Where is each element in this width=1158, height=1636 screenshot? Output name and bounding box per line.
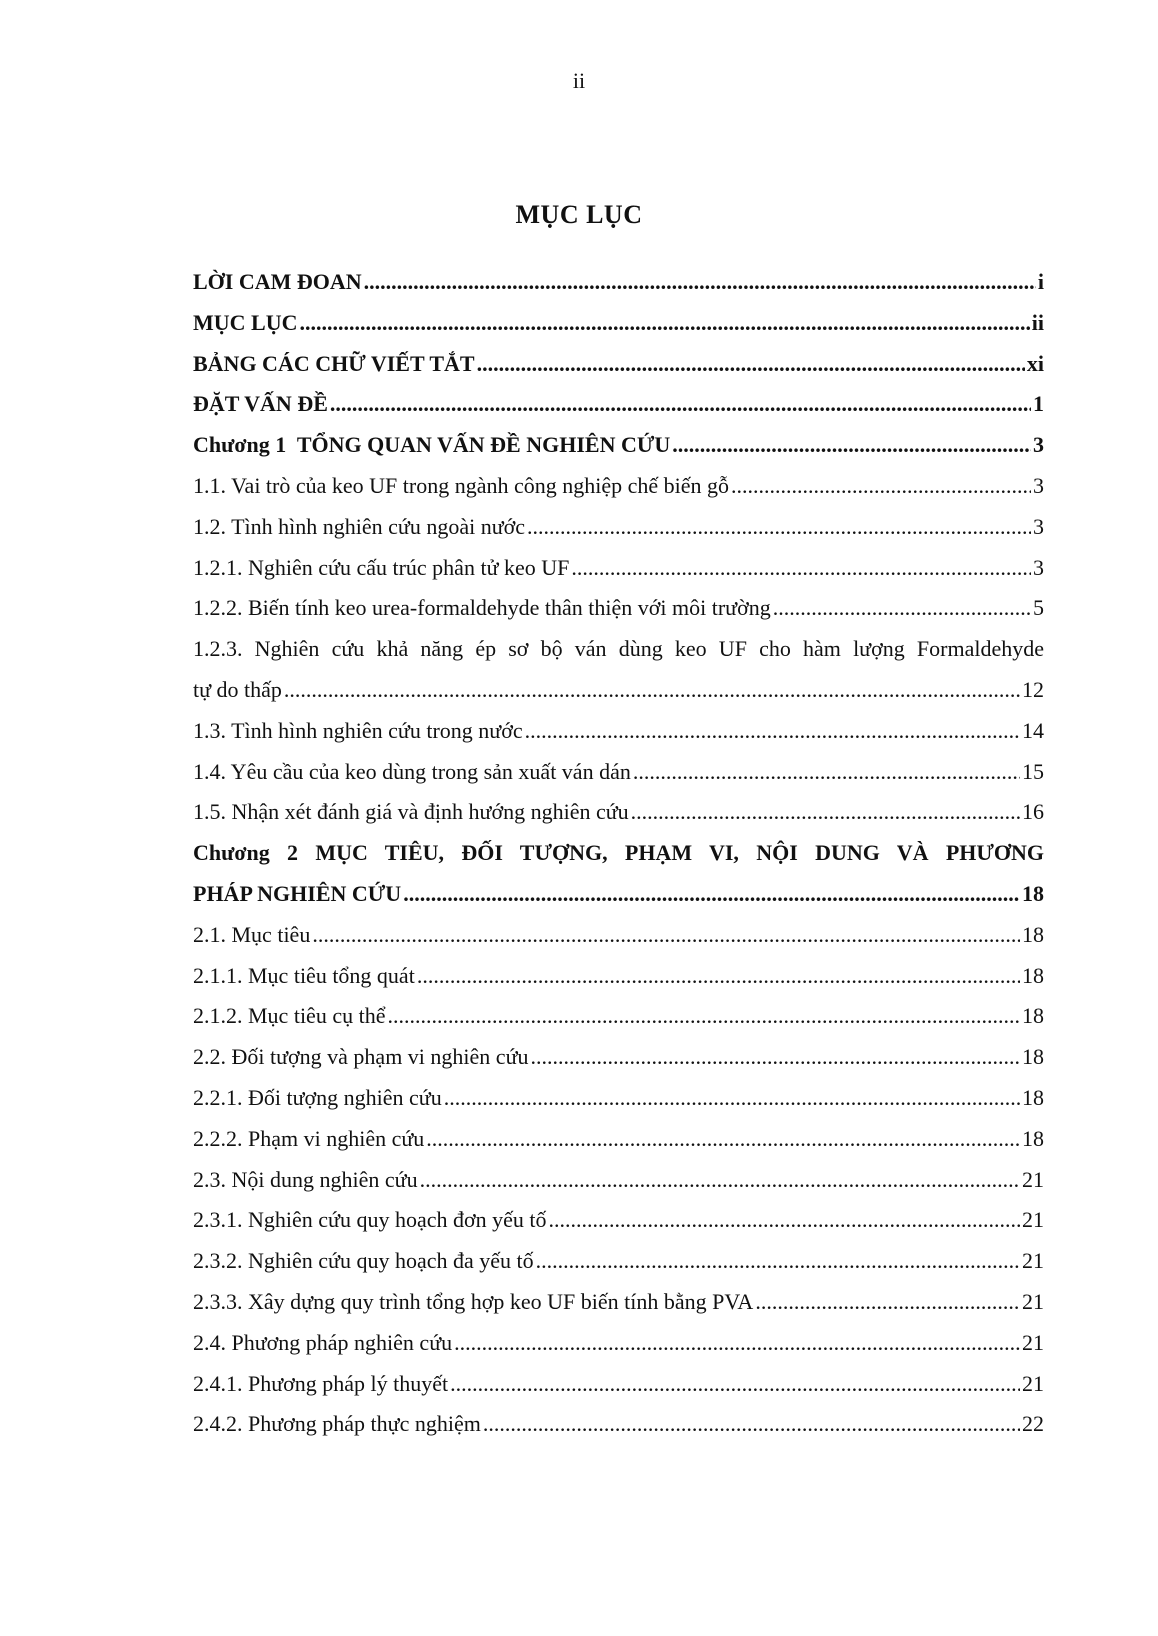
toc-entry-text: 2.1.2. Mục tiêu cụ thể bbox=[193, 1003, 386, 1029]
toc-entry-dat-van-de[interactable] bbox=[193, 384, 1044, 425]
dot-leader bbox=[403, 874, 1020, 915]
dot-leader bbox=[420, 1160, 1020, 1201]
toc-entry-bang-chu-viet-tat[interactable] bbox=[193, 344, 1044, 385]
dot-leader bbox=[417, 956, 1020, 997]
toc-entry-text: 1.3. Tình hình nghiên cứu trong nước bbox=[193, 717, 523, 743]
toc-entry-1-2-1[interactable] bbox=[193, 548, 1044, 589]
toc-entry-text-line1: Chương 2 MỤC TIÊU, ĐỐI TƯỢNG, PHẠM VI, NỘI DUNG VÀ PHƯƠNG bbox=[193, 840, 1044, 866]
page-title: MỤC LỤC bbox=[515, 200, 643, 229]
toc-entry-1-3[interactable] bbox=[193, 711, 1044, 752]
dot-leader bbox=[633, 752, 1020, 793]
toc-entry-text: 2.4. Phương pháp nghiên cứu bbox=[193, 1329, 453, 1355]
toc-entry-text: 2.1.1. Mục tiêu tổng quát bbox=[193, 962, 415, 988]
toc-entry-text: MỤC LỤC bbox=[193, 309, 298, 335]
toc-entry-text: 2.4.1. Phương pháp lý thuyết bbox=[193, 1370, 449, 1396]
dot-leader bbox=[773, 588, 1031, 629]
toc-entry-2-4-1[interactable] bbox=[193, 1364, 1044, 1405]
dot-leader bbox=[571, 548, 1031, 589]
toc-entry-text: 1.2.1. Nghiên cứu cấu trúc phân tử keo UF bbox=[193, 554, 570, 580]
toc-entry-2-3-2[interactable] bbox=[193, 1241, 1044, 1282]
dot-leader bbox=[527, 507, 1031, 548]
toc-entry-page: 16 bbox=[1022, 799, 1044, 825]
dot-leader bbox=[426, 1119, 1020, 1160]
toc-entry-2-3-3[interactable] bbox=[193, 1282, 1044, 1323]
toc-entry-text: 2.1. Mục tiêu bbox=[193, 921, 311, 947]
dot-leader bbox=[312, 915, 1020, 956]
toc-entry-page: 21 bbox=[1022, 1166, 1044, 1192]
toc-entry-text: LỜI CAM ĐOAN bbox=[193, 269, 362, 294]
toc-entry-page: 3 bbox=[1033, 513, 1044, 539]
toc-entry-2-1[interactable] bbox=[193, 915, 1044, 956]
toc-entry-page: 21 bbox=[1022, 1370, 1044, 1396]
toc-entry-page: 21 bbox=[1022, 1248, 1044, 1274]
toc-entry-2-2[interactable] bbox=[193, 1037, 1044, 1078]
toc-entry-page: 21 bbox=[1022, 1329, 1044, 1355]
toc-entry-page: 5 bbox=[1033, 595, 1044, 621]
toc-entry-2-3-1[interactable] bbox=[193, 1200, 1044, 1241]
dot-leader bbox=[755, 1282, 1020, 1323]
toc-entry-page: 18 bbox=[1022, 921, 1044, 947]
toc-entry-page: 18 bbox=[1022, 880, 1044, 906]
toc-entry-2-1-1[interactable] bbox=[193, 956, 1044, 997]
toc-entry-1-2-2[interactable] bbox=[193, 588, 1044, 629]
dot-leader bbox=[525, 711, 1020, 752]
toc-entry-text: 2.3.3. Xây dựng quy trình tổng hợp keo UF biến tính bằng PVA bbox=[193, 1288, 754, 1314]
toc-entry-2-2-2[interactable] bbox=[193, 1119, 1044, 1160]
dot-leader bbox=[631, 792, 1020, 833]
dot-leader bbox=[477, 344, 1025, 385]
toc-entry-page: 1 bbox=[1033, 391, 1044, 417]
toc-entry-text: 2.3.1. Nghiên cứu quy hoạch đơn yếu tố bbox=[193, 1207, 547, 1233]
toc-entry-text: 1.5. Nhận xét đánh giá và định hướng nghiên cứu bbox=[193, 799, 629, 825]
toc-entry-1-2[interactable] bbox=[193, 507, 1044, 548]
dot-leader bbox=[387, 996, 1020, 1037]
toc-entry-2-3[interactable] bbox=[193, 1160, 1044, 1201]
toc-entry-text: 1.1. Vai trò của keo UF trong ngành công nghiệp chế biến gỗ bbox=[193, 472, 730, 498]
toc-entry-page: 3 bbox=[1033, 432, 1044, 458]
toc-entry-text: 2.3. Nội dung nghiên cứu bbox=[193, 1166, 418, 1192]
toc-entry-page: 18 bbox=[1022, 1003, 1044, 1029]
page-number: ii bbox=[572, 68, 586, 93]
toc-entry-page: xi bbox=[1026, 350, 1044, 376]
toc-entry-2-1-2[interactable] bbox=[193, 996, 1044, 1037]
toc-entry-page: i bbox=[1037, 269, 1044, 294]
toc-entry-text: ĐẶT VẤN ĐỀ bbox=[193, 391, 328, 417]
toc-entry-page: 18 bbox=[1022, 962, 1044, 988]
toc-entry-text: 2.2. Đối tượng và phạm vi nghiên cứu bbox=[193, 1044, 529, 1070]
dot-leader bbox=[454, 1323, 1020, 1364]
toc-entry-page: 21 bbox=[1022, 1207, 1044, 1233]
toc-entry-1-1[interactable] bbox=[193, 466, 1044, 507]
toc-entry-text: 2.2.1. Đối tượng nghiên cứu bbox=[193, 1084, 442, 1110]
toc-entry-page: 21 bbox=[1022, 1288, 1044, 1314]
toc-entry-2-4-2[interactable] bbox=[193, 1404, 1044, 1445]
toc-entry-page: 18 bbox=[1022, 1044, 1044, 1070]
toc-entry-page: 12 bbox=[1022, 676, 1044, 702]
toc-entry-page: 18 bbox=[1022, 1125, 1044, 1151]
toc-entry-loi-cam-doan[interactable] bbox=[193, 262, 1044, 303]
toc-entry-text: 1.2. Tình hình nghiên cứu ngoài nước bbox=[193, 513, 526, 539]
dot-leader bbox=[531, 1037, 1021, 1078]
dot-leader bbox=[284, 670, 1020, 711]
toc-entry-chuong-2[interactable] bbox=[193, 833, 1044, 915]
toc-entry-text: Chương 1 TỔNG QUAN VẤN ĐỀ NGHIÊN CỨU bbox=[193, 432, 671, 458]
toc-entry-text-line2: PHÁP NGHIÊN CỨU bbox=[193, 880, 402, 906]
dot-leader bbox=[483, 1404, 1020, 1445]
dot-leader bbox=[549, 1200, 1021, 1241]
toc-entry-2-2-1[interactable] bbox=[193, 1078, 1044, 1119]
toc-entry-2-4[interactable] bbox=[193, 1323, 1044, 1364]
dot-leader bbox=[672, 425, 1031, 466]
toc-entry-text-line2: tự do thấp bbox=[193, 676, 282, 702]
toc-entry-page: 3 bbox=[1033, 554, 1044, 580]
toc-entry-page: 18 bbox=[1022, 1084, 1044, 1110]
toc-entry-page: 15 bbox=[1022, 758, 1044, 784]
table-of-contents bbox=[193, 262, 1044, 1445]
toc-entry-1-4[interactable] bbox=[193, 752, 1044, 793]
dot-leader bbox=[731, 466, 1031, 507]
toc-entry-page: 3 bbox=[1033, 472, 1044, 498]
dot-leader bbox=[300, 303, 1030, 344]
toc-entry-1-5[interactable] bbox=[193, 792, 1044, 833]
dot-leader bbox=[450, 1364, 1020, 1405]
toc-entry-1-2-3[interactable] bbox=[193, 629, 1044, 711]
dot-leader bbox=[330, 384, 1031, 425]
toc-entry-page: 14 bbox=[1022, 717, 1044, 743]
toc-entry-text: 2.3.2. Nghiên cứu quy hoạch đa yếu tố bbox=[193, 1248, 534, 1274]
toc-entry-chuong-1[interactable] bbox=[193, 425, 1044, 466]
toc-entry-page: 22 bbox=[1022, 1411, 1044, 1437]
dot-leader bbox=[536, 1241, 1020, 1282]
toc-entry-muc-luc[interactable] bbox=[193, 303, 1044, 344]
dot-leader bbox=[364, 262, 1036, 303]
toc-entry-page: ii bbox=[1031, 309, 1044, 335]
toc-entry-text: 2.2.2. Phạm vi nghiên cứu bbox=[193, 1125, 425, 1151]
toc-entry-text: BẢNG CÁC CHỮ VIẾT TẮT bbox=[193, 350, 475, 376]
toc-entry-text: 1.2.2. Biến tính keo urea-formaldehyde thân thiện với môi trường bbox=[193, 595, 771, 621]
toc-entry-text-line1: 1.2.3. Nghiên cứu khả năng ép sơ bộ ván dùng keo UF cho hàm lượng Formaldehyde bbox=[193, 636, 1044, 662]
toc-entry-text: 2.4.2. Phương pháp thực nghiệm bbox=[193, 1411, 481, 1437]
toc-entry-text: 1.4. Yêu cầu của keo dùng trong sản xuất ván dán bbox=[193, 758, 631, 784]
dot-leader bbox=[444, 1078, 1020, 1119]
